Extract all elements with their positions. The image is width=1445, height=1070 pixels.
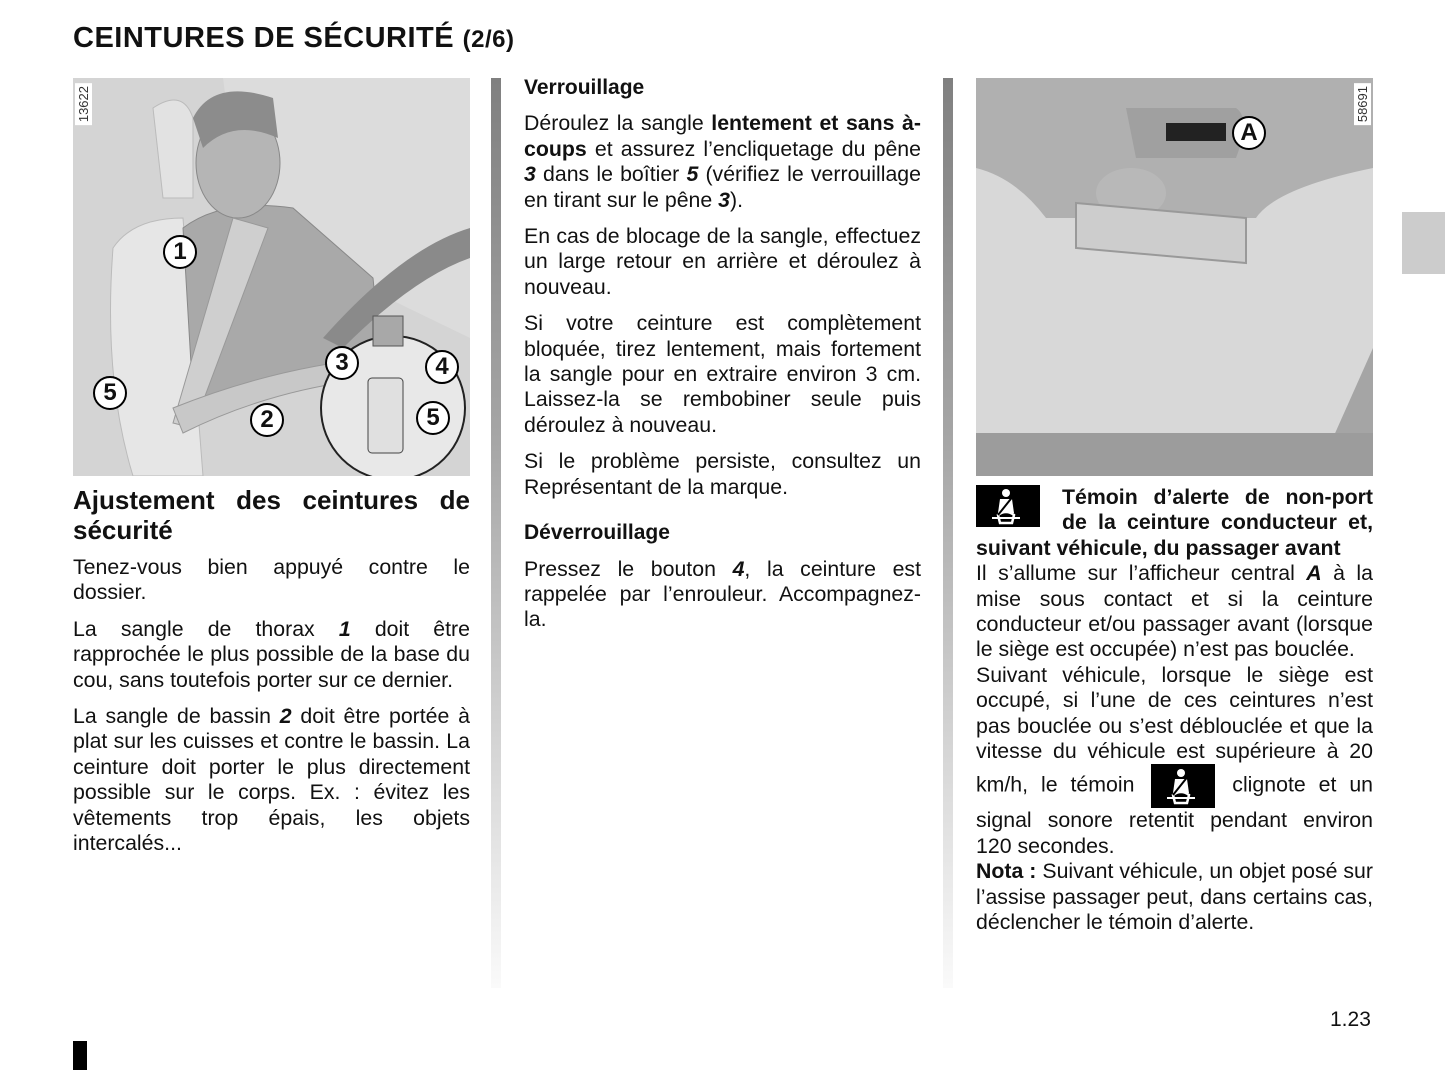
column-locking: [524, 75, 921, 644]
figure-reference-number: 58691: [1354, 83, 1371, 125]
chapter-tab: [1402, 212, 1445, 274]
paragraph: La sangle de bassin 2 doit être portée à plat sur les cuisses et contre le bassin. La ceinture doit porter le plus directement possible sur le corps. Ex. : évitez les vêtements trop épais, les objets intercalés...: [73, 704, 470, 856]
callout-1: 1: [163, 235, 197, 269]
paragraph: Si le problème persiste, consultez un Représentant de la marque.: [524, 449, 921, 499]
central-display-illustration: [976, 78, 1373, 476]
paragraph: En cas de blocage de la sangle, effectuez un large retour en arrière et déroulez à nouveau.: [524, 224, 921, 299]
callout-A: A: [1232, 116, 1266, 150]
title-part: (2/6): [462, 26, 515, 53]
paragraph: Pressez le bouton 4, la ceinture est rappelée par l’enrouleur. Accompagnez-la.: [524, 556, 921, 632]
column-separator: [943, 78, 953, 988]
paragraph: Si votre ceinture est complètement bloquée, tirez lentement, mais fortement la sangle pour en extraire environ 3 cm. Laissez-la se rembobiner seule puis déroulez à nouveau.: [524, 311, 921, 437]
page-number: 1.23: [1330, 1008, 1371, 1031]
mirror-drawing: [976, 78, 1373, 476]
column-warning-light: [976, 485, 1373, 936]
note: Nota : Suivant véhicule, un objet posé sur l’assise passager peut, dans certains cas, déclencher le témoin d’alerte.: [976, 859, 1373, 935]
section-heading-adjustment: Ajustement des ceintures de sécurité: [73, 485, 470, 545]
section-heading-locking: Verrouillage: [524, 76, 645, 99]
seatbelt-warning-icon: [976, 485, 1040, 527]
figure-reference-number: 13622: [75, 83, 92, 125]
callout-4: 4: [425, 350, 459, 384]
callout-5: 5: [93, 376, 127, 410]
callout-5-inset: 5: [416, 401, 450, 435]
callout-2: 2: [250, 403, 284, 437]
paragraph: Déroulez la sangle lentement et sans à-coups et assurez l’encliquetage du pêne 3 dans le boîtier 5 (vérifiez le verrouillage en tirant sur le pêne 3).: [524, 111, 921, 212]
ref-number: 2: [279, 704, 292, 729]
paragraph: Tenez-vous bien appuyé contre le dossier.: [73, 555, 470, 605]
paragraph: Suivant véhicule, lorsque le siège est occupé, si l’une de ces ceintures n’est pas bouclée ou s’est déblouclée et que la vitesse du véhicule est supérieure à 20 km/h, le témoin clignote et un signal sonore retentit pendant environ 120 secondes.: [976, 662, 1374, 858]
paragraph: La sangle de thorax 1 doit être rapprochée le plus possible de la base du cou, sans toutefois porter sur ce dernier.: [73, 616, 470, 692]
seatbelt-driver-illustration: [73, 78, 470, 476]
title-main: CEINTURES DE SÉCURITÉ: [73, 22, 455, 54]
column-separator: [491, 78, 501, 988]
edge-marker: [73, 1041, 87, 1070]
seatbelt-warning-icon-inline: [1151, 764, 1215, 808]
warning-heading: Témoin d’alerte de non-port de la ceinture conducteur et, suivant véhicule, du passager avant: [976, 485, 1373, 560]
column-adjustment: [73, 485, 470, 867]
page-title: [73, 22, 515, 55]
paragraph: Il s’allume sur l’afficheur central A à la mise sous contact et si la ceinture conducteur et/ou passager avant (lorsque le siège est occupée) n’est pas bouclée.: [976, 561, 1373, 662]
callout-3: 3: [325, 346, 359, 380]
section-heading-unlocking: Déverrouillage: [524, 521, 670, 545]
ref-number: 1: [338, 616, 351, 641]
